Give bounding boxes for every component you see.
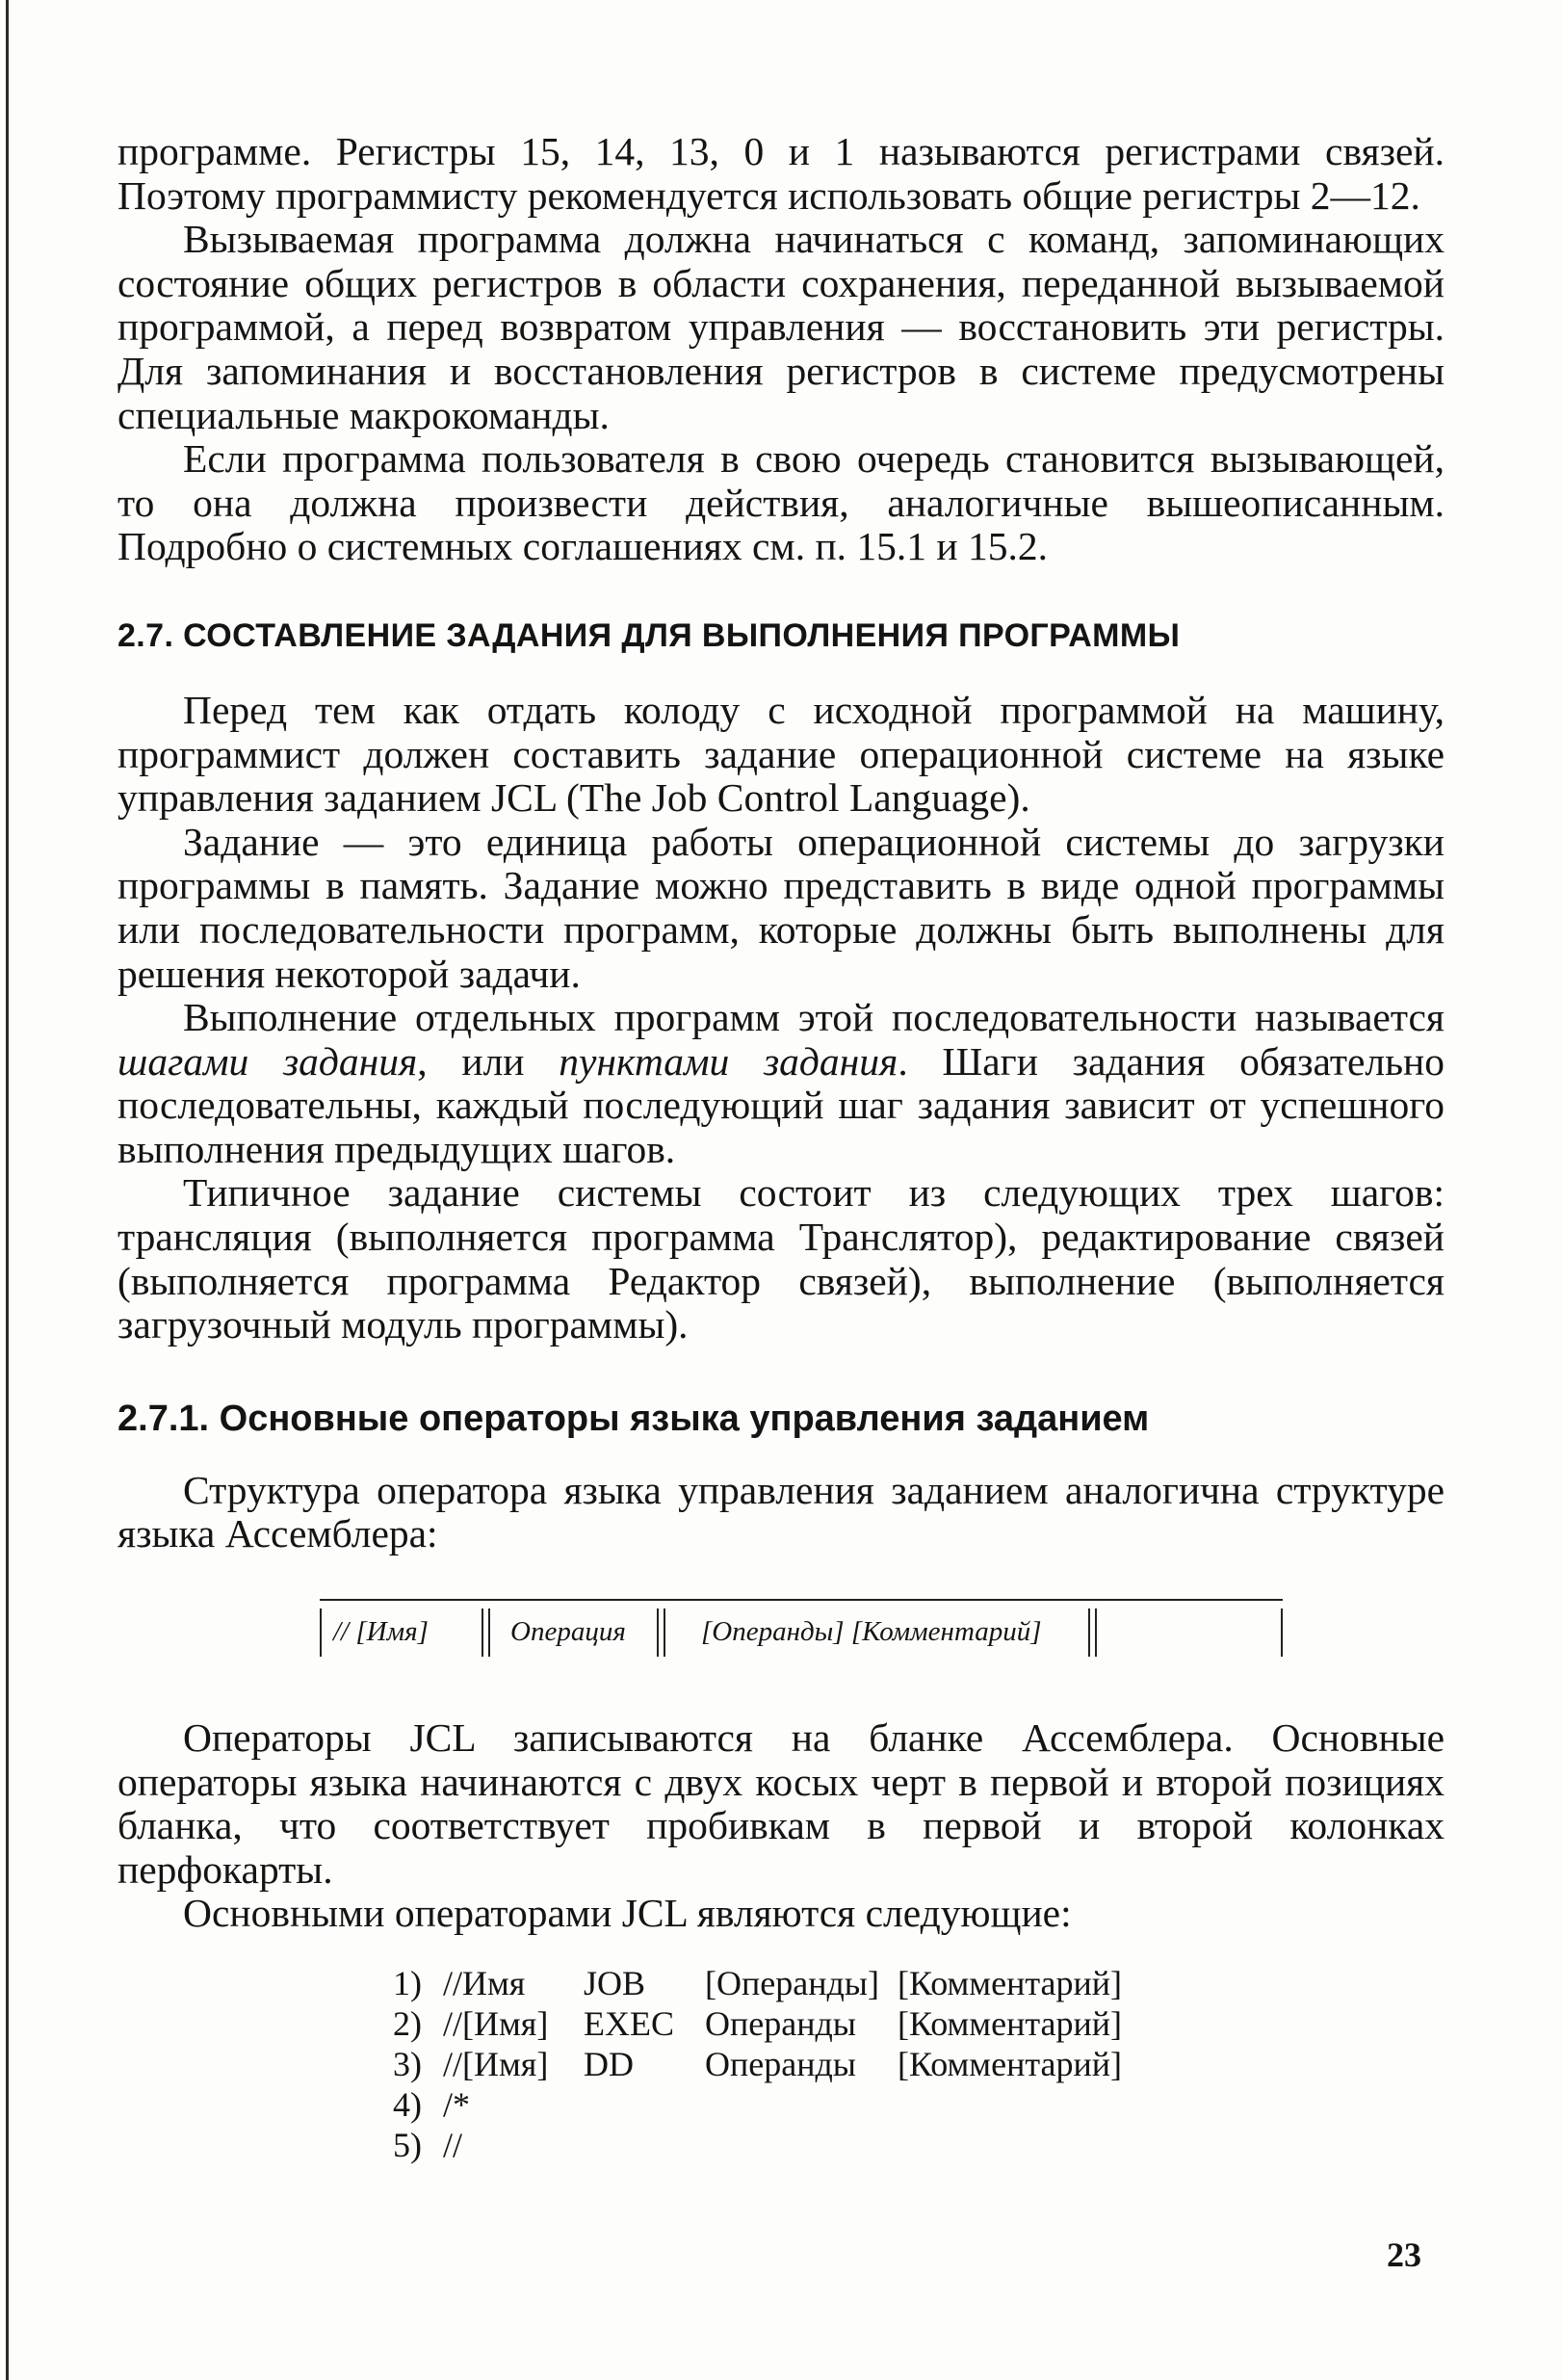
book-page — [117, 130, 1445, 2165]
page-number: 23 — [1387, 2236, 1421, 2274]
section-heading: 2.7. СОСТАВЛЕНИЕ ЗАДАНИЯ ДЛЯ ВЫПОЛНЕНИЯ ПРОГРАММЫ — [117, 616, 1181, 654]
paragraph-main-operators: Основными операторами JCL являются следующие: — [183, 1891, 1072, 1936]
list-item: 2) //[Имя] EXEC Операнды [Комментарий] — [393, 2004, 1122, 2043]
subsection-heading: 2.7.1. Основные операторы языка управления заданием — [117, 1398, 1150, 1439]
paragraph-registers: программе. Регистры 15, 14, 13, 0 и 1 называются регистрами связей. Поэтому программисту рекомендуется использовать общие регистры 2—12. — [117, 129, 1445, 218]
format-field-name: // [Имя] — [333, 1616, 429, 1648]
list-item: 1) //Имя JOB [Операнды] [Комментарий] — [393, 1964, 1122, 2002]
term-job-steps: шагами задания — [117, 1038, 418, 1084]
operator-format-diagram — [320, 1599, 1283, 1668]
paragraph-job-definition: Задание — это единица работы операционной системы до загрузки программы в память. Задание можно представить в виде одной программы или последовательности программ, которые должны быть выполнены для решения некоторой задачи. — [117, 819, 1445, 996]
paragraph-calling-program: Если программа пользователя в свою очередь становится вызывающей, то она должна произвести действия, аналогичные вышеописанным. Подробно о системных соглашениях см. п. 15.1 и 15.2. — [117, 436, 1445, 569]
format-field-operands: [Операнды] [Комментарий] — [701, 1616, 1042, 1648]
paragraph-jcl-form: Операторы JCL записываются на бланке Ассемблера. Основные операторы языка начинаются с двух косых черт в первой и второй позициях бланка, что соответствует пробивкам в первой и второй колонках перфокарты. — [117, 1715, 1445, 1892]
page-edge-line — [6, 0, 9, 2380]
format-divider — [1088, 1608, 1097, 1657]
format-divider — [657, 1608, 665, 1657]
paragraph-typical-job: Типичное задание системы состоит из следующих трех шагов: трансляция (выполняется программа Транслятор), редактирование связей (выполняется программа Редактор связей), выполнение (выполняется загрузочный модуль программы). — [117, 1170, 1445, 1347]
list-item: 3) //[Имя] DD Операнды [Комментарий] — [393, 2045, 1122, 2083]
paragraph-called-program: Вызываемая программа должна начинаться с команд, запоминающих состояние общих регистров в области сохранения, переданной вызываемой программой, а перед возвратом управления — восстановить эти регистры. Для запоминания и восстановления регистров в системе предусмотрены специальные макрокоманды. — [117, 217, 1445, 437]
list-item: 4) /* — [393, 2085, 471, 2124]
paragraph-structure-intro: Структура оператора языка управления заданием аналогична структуре языка Ассемблера: — [117, 1467, 1445, 1556]
paragraph-job-intro: Перед тем как отдать колоду с исходной программой на машину, программист должен составить задание операционной системе на языке управления заданием JCL (The Job Control Language). — [117, 687, 1445, 821]
format-divider — [320, 1608, 322, 1657]
format-field-operation: Операция — [510, 1616, 626, 1648]
format-divider — [1281, 1608, 1283, 1657]
paragraph-job-steps: Выполнение отдельных программ этой последовательности называется шагами задания, или пунктами задания. Шаги задания обязательно последовательны, каждый последующий шаг задания зависит от успешного выполнения предыдущих шагов. — [117, 995, 1445, 1171]
format-divider — [482, 1608, 490, 1657]
list-item: 5) // — [393, 2126, 463, 2164]
term-job-items: пунктами задания — [559, 1038, 898, 1084]
operators-list — [393, 1963, 1445, 2165]
